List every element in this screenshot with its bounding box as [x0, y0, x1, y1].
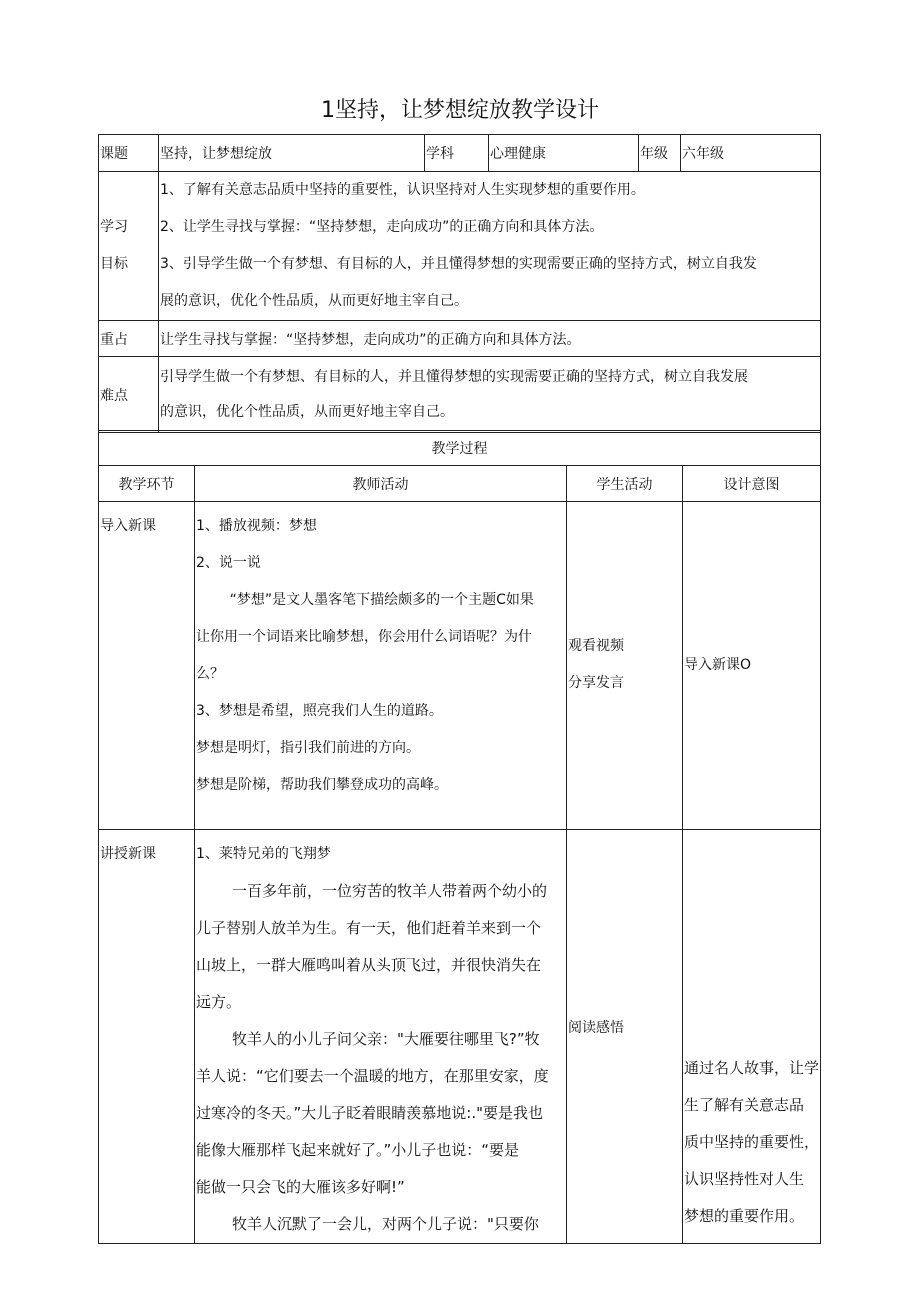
teacher-line: 能像大雁那样飞起来就好了。”小儿子也说：“要是 [196, 1141, 520, 1159]
stage-label: 讲授新课 [100, 846, 156, 862]
teacher-line: 山坡上，一群大雁鸣叫着从头顶飞过，并很快消失在 [196, 956, 542, 974]
course-row [99, 135, 821, 172]
stage-cell [99, 830, 195, 1244]
key-value: 让学生寻找与掌握：“坚持梦想，走向成功”的正确方向和具体方法。 [159, 321, 821, 357]
difficulty-label: 难点 [99, 357, 159, 433]
student-line: 分享发言 [568, 675, 624, 691]
teacher-line: 牧羊人的小儿子问父亲："大雁要往哪里飞?”牧 [232, 1030, 540, 1048]
intent-line: 生了解有关意志品 [684, 1096, 805, 1114]
intent-line: 导入新课O [684, 657, 752, 673]
student-activity [567, 830, 683, 1244]
subject-label: 学科 [425, 135, 489, 172]
teacher-line: 3、梦想是希望，照亮我们人生的道路。 [196, 703, 443, 719]
process-header-row [99, 466, 821, 502]
difficulty-row [99, 357, 821, 433]
teacher-line: 过寒冷的冬天。”大儿子眨着眼睛羡慕地说:."要是我也 [196, 1104, 543, 1122]
teacher-line: 一百多年前，一位穷苦的牧羊人带着两个幼小的 [232, 882, 548, 900]
teacher-line: 1、播放视频：梦想 [196, 518, 317, 534]
goals-label [99, 172, 159, 321]
difficulty-line: 引导学生做一个有梦想、有目标的人，并且懂得梦想的实现需要正确的坚持方式，树立自我发展 [160, 368, 748, 385]
info-table [98, 134, 821, 433]
grade-label: 年级 [639, 135, 681, 172]
teacher-line: 梦想是明灯，指引我们前进的方向。 [196, 740, 420, 756]
goals-content [159, 172, 821, 321]
intent-line: 质中坚持的重要性， [684, 1133, 820, 1151]
column-header-student: 学生活动 [567, 466, 683, 502]
column-header-stage: 教学环节 [99, 466, 195, 502]
teacher-line: 儿子替别人放羊为生。有一天，他们赶着羊来到一个 [196, 919, 542, 937]
student-activity [567, 502, 683, 830]
goals-label-line-1: 学习 [100, 219, 128, 235]
student-line: 观看视频 [568, 638, 624, 654]
goals-label-line-2: 目标 [100, 256, 128, 272]
column-header-teacher: 教师活动 [195, 466, 567, 502]
page-title: 1坚持，让梦想绽放教学设计 [321, 98, 599, 123]
intent-line: 通过名人故事，让学 [684, 1059, 820, 1077]
grade-value: 六年级 [681, 135, 821, 172]
course-value: 坚持，让梦想绽放 [159, 135, 425, 172]
teacher-line: 么？ [196, 666, 224, 682]
table-row-lecture [99, 830, 821, 1244]
teacher-line: 梦想是阶梯，帮助我们攀登成功的高峰。 [196, 777, 448, 793]
teacher-activity [195, 830, 567, 1244]
intent-line: 梦想的重要作用。 [684, 1207, 805, 1225]
process-table [98, 430, 821, 1244]
difficulty-value [159, 357, 821, 433]
process-heading: 教学过程 [99, 431, 821, 466]
goal-item: 2、让学生寻找与掌握：“坚持梦想，走向成功”的正确方向和具体方法。 [160, 219, 604, 235]
key-row [99, 321, 821, 357]
teacher-line: 牧羊人沉默了一会儿，对两个儿子说："只要你 [232, 1215, 539, 1233]
goal-item: 1、了解有关意志品质中坚持的重要性，认识坚持对人生实现梦想的重要作用。 [160, 182, 645, 198]
teacher-line: 1、莱特兄弟的飞翔梦 [196, 846, 331, 862]
teacher-line: 2、说一说 [196, 555, 261, 571]
student-line: 阅读感悟 [568, 1020, 624, 1036]
course-label: 课题 [99, 135, 159, 172]
intent-line: 认识坚持性对人生 [684, 1170, 805, 1188]
column-header-intent: 设计意图 [683, 466, 821, 502]
goal-item: 展的意识，优化个性品质，从而更好地主宰自己。 [160, 293, 468, 309]
goals-row [99, 172, 821, 321]
stage-label: 导入新课 [100, 518, 156, 534]
goal-item: 3、引导学生做一个有梦想、有目标的人，并且懂得梦想的实现需要正确的坚持方式，树立自我发 [160, 256, 757, 272]
difficulty-line: 的意识，优化个性品质，从而更好地主宰自己。 [160, 403, 454, 420]
teacher-line: 能做一只会飞的大雁该多好啊!” [196, 1178, 405, 1196]
teacher-line: 羊人说：“它们要去一个温暖的地方，在那里安家，度 [196, 1067, 549, 1085]
teacher-activity [195, 502, 567, 830]
design-intent [683, 830, 821, 1244]
subject-value: 心理健康 [489, 135, 639, 172]
teacher-line: “梦想”是文人墨客笔下描绘颇多的一个主题C如果 [229, 592, 534, 608]
table-row-intro [99, 502, 821, 830]
teacher-line: 远方。 [196, 993, 242, 1011]
teacher-line: 让你用一个词语来比喻梦想，你会用什么词语呢？为什 [196, 629, 532, 645]
key-label: 重占 [99, 321, 159, 357]
design-intent [683, 502, 821, 830]
stage-cell [99, 502, 195, 830]
process-heading-row [99, 431, 821, 466]
